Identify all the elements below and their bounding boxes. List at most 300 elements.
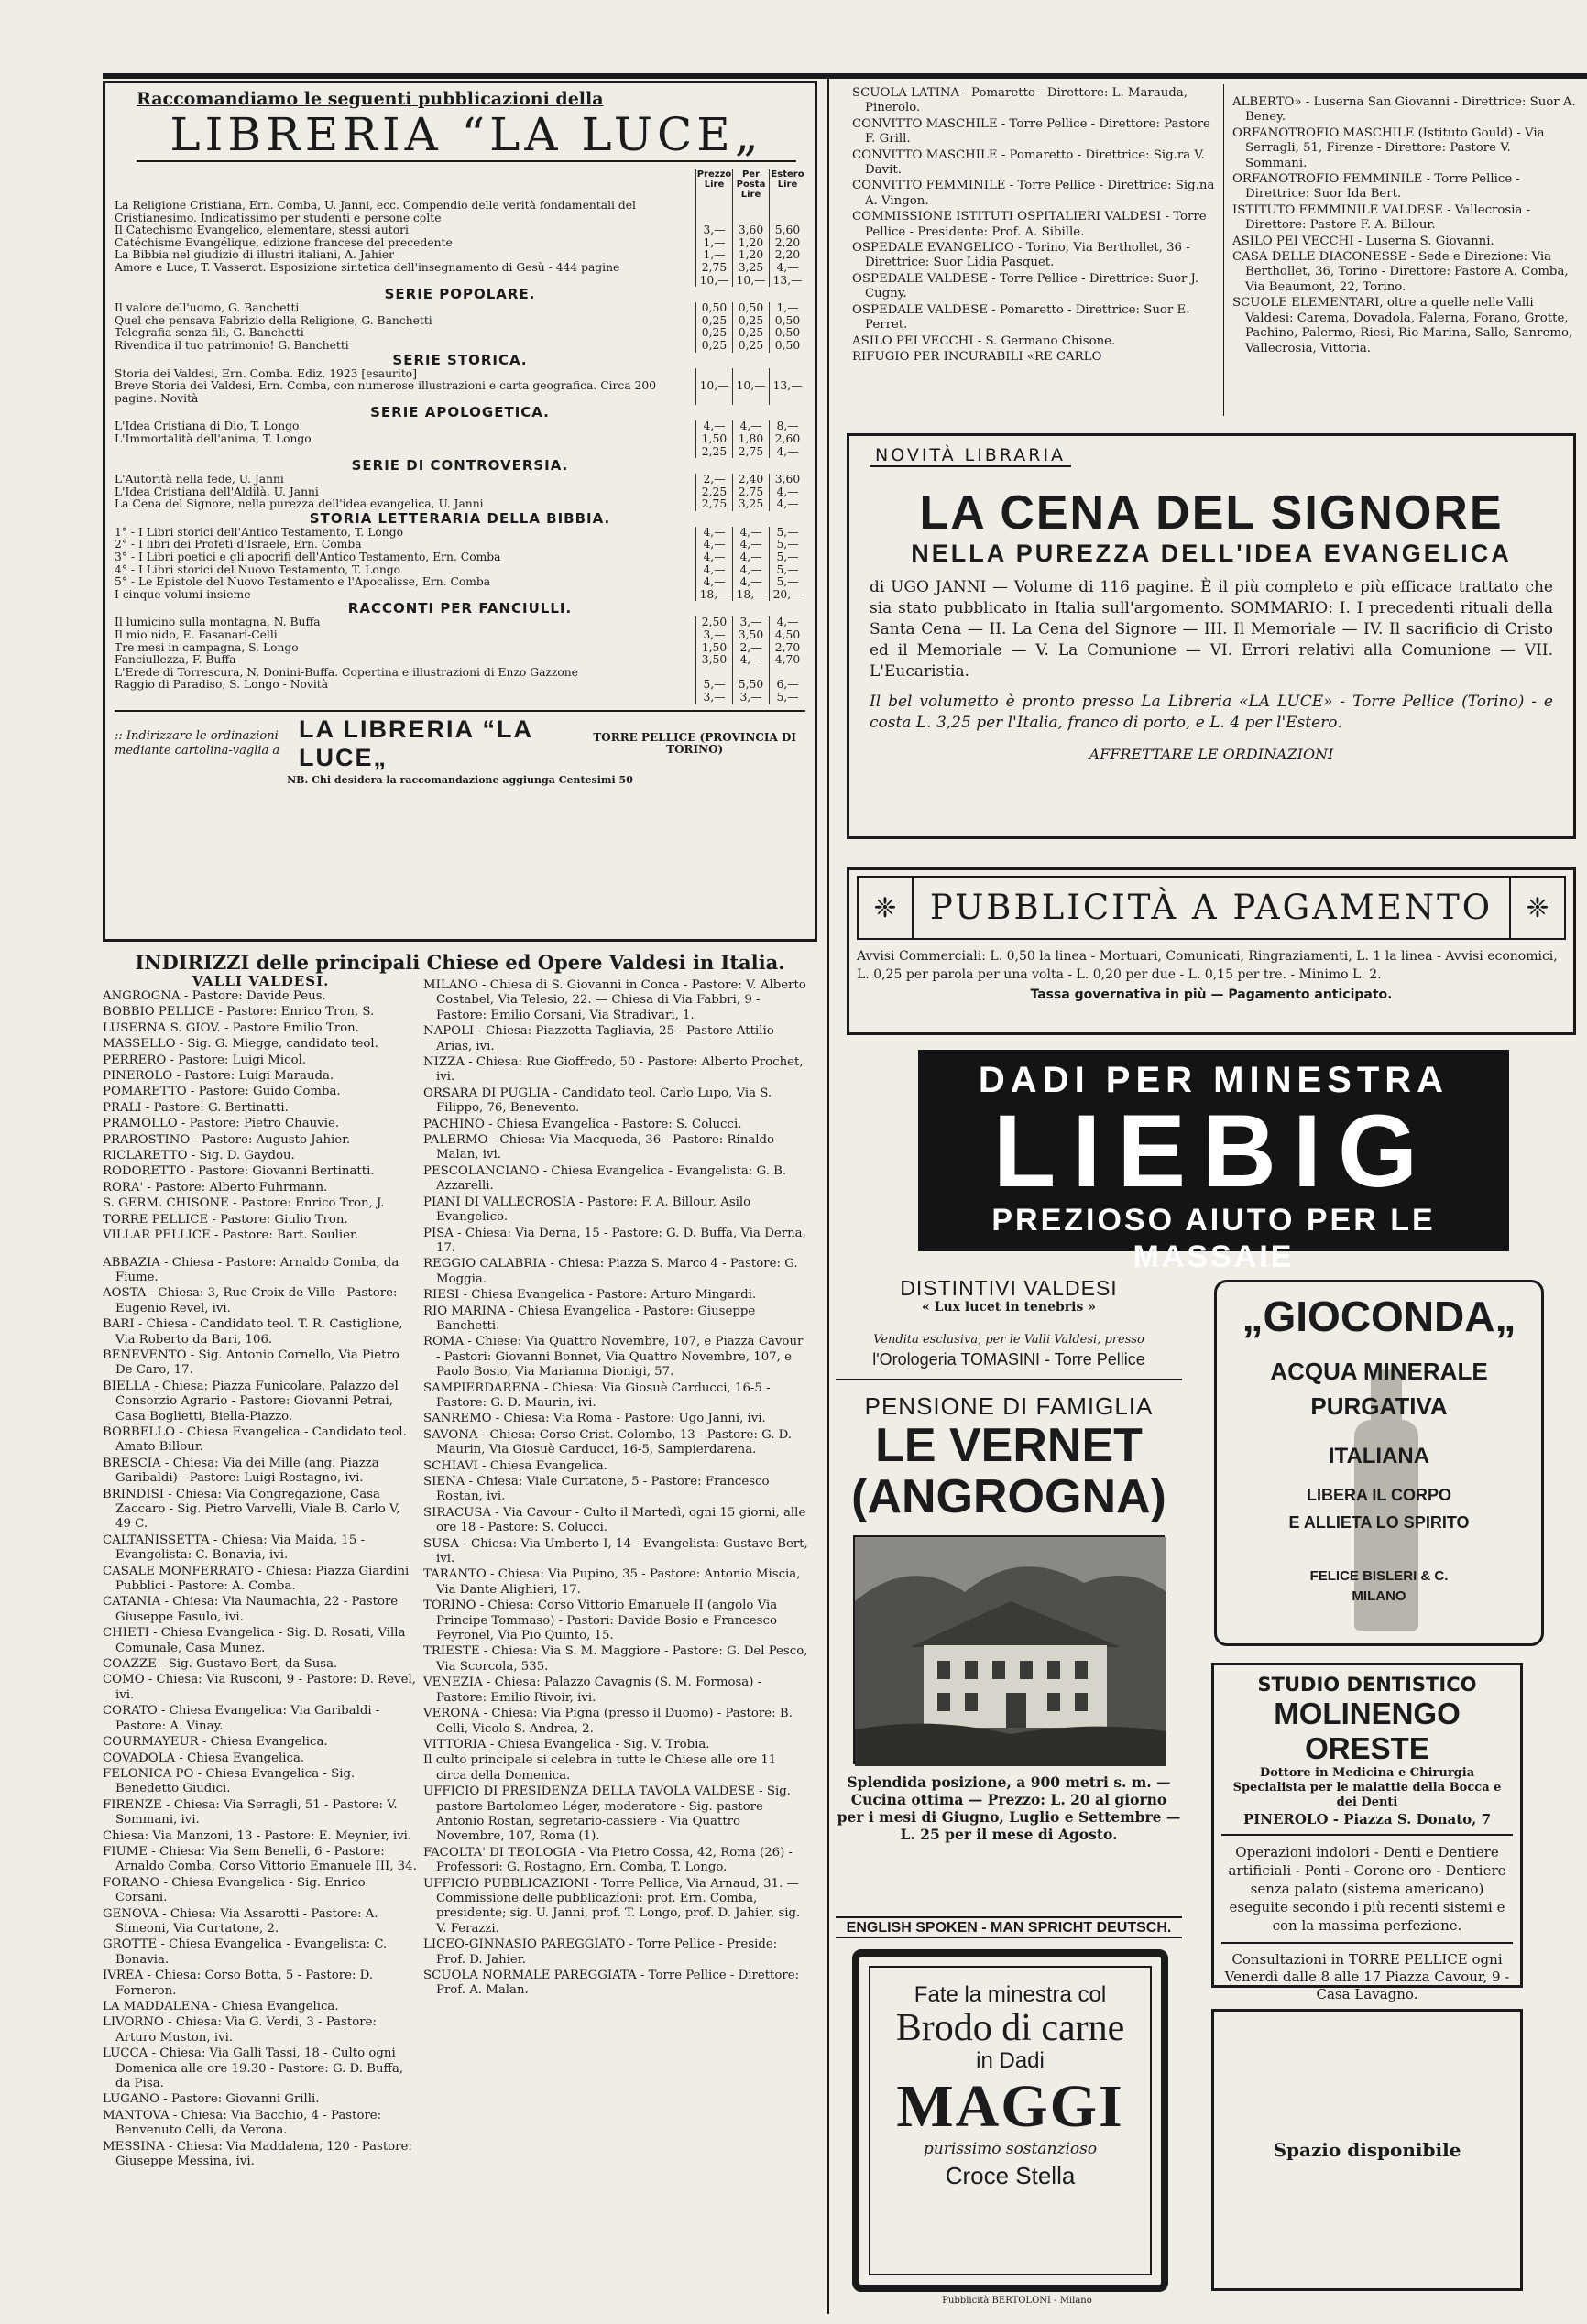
book-row bbox=[115, 539, 805, 551]
price-lire: 0,25 bbox=[695, 340, 732, 353]
book-title: Tre mesi in campagna, S. Longo bbox=[115, 640, 299, 654]
top-rule bbox=[103, 73, 1587, 79]
valli-entry: MASSELLO - Sig. G. Miegge, candidato teol. bbox=[103, 1037, 378, 1052]
opera-entry: ISTITUTO FEMMINILE VALDESE - Vallecrosia - Direttore: Pastore F. A. Billour. bbox=[1232, 202, 1531, 233]
chiesa-entry: Il culto principale si celebra in tutte le Chiese alle ore 11 circa della Domenica. bbox=[423, 1753, 777, 1783]
chiesa-entry: TRIESTE - Chiesa: Via S. M. Maggiore - Pastore: G. Del Pesco, Via Scorcola, 535. bbox=[423, 1644, 808, 1674]
chiesa-entry: VITTORIA - Chiesa Evangelica - Sig. V. Trobia. bbox=[423, 1737, 710, 1751]
pubblicita-tax: Tassa governativa in più — Pagamento anticipato. bbox=[1030, 987, 1393, 1002]
chiesa-entry: REGGIO CALABRIA - Chiesa: Piazza S. Marco 4 - Pastore: G. Moggia. bbox=[423, 1257, 798, 1286]
valli-entry: PRAROSTINO - Pastore: Augusto Jahier. bbox=[103, 1132, 351, 1147]
opera-entry: OSPEDALE VALDESE - Torre Pellice - Direttrice: Suor J. Cugny. bbox=[852, 271, 1199, 301]
price-estero: 1,— bbox=[769, 302, 805, 315]
opera-entry: RIFUGIO PER INCURABILI «RE CARLO bbox=[852, 349, 1102, 364]
pubblicita-title: PUBBLICITÀ A PAGAMENTO bbox=[912, 878, 1511, 938]
price-header bbox=[115, 169, 805, 200]
chiesa-entry: UFFICIO PUBBLICAZIONI - Torre Pellice, Via Arnaud, 31. — Commissione delle pubblicazioni: prof. Ern. Comba, presidente; sig. U. Janni, prof. T. Longo, prof. D. Jahier, sig. V. Ferazzi. bbox=[423, 1876, 801, 1936]
price-estero: 0,50 bbox=[769, 327, 805, 340]
price-posta: 4,— bbox=[732, 576, 769, 589]
chiesa-entry: LICEO-GINNASIO PAREGGIATO - Torre Pellice - Preside: Prof. D. Jahier. bbox=[423, 1937, 778, 1967]
book-title: 2° - I libri dei Profeti d'Israele, Ern. Comba bbox=[115, 538, 362, 551]
book-row bbox=[115, 224, 805, 237]
maggi-line1: Fate la minestra col bbox=[914, 1982, 1107, 2007]
maggi-line3: in Dadi bbox=[976, 2048, 1045, 2073]
gioconda-line5: LIBERA IL CORPO bbox=[1306, 1486, 1451, 1504]
liebig-line3: PREZIOSO AIUTO PER LE MASSAIE bbox=[991, 1203, 1436, 1274]
libreria-title: LIBRERIA “LA LUCE„ bbox=[137, 109, 796, 162]
col-prezzo: Prezzo Lire bbox=[695, 169, 732, 200]
novita-tag: NOVITÀ LIBRARIA bbox=[870, 445, 1071, 467]
pubblicita-box bbox=[847, 867, 1576, 1035]
price-lire: 4,— bbox=[695, 576, 732, 589]
book-row bbox=[115, 446, 805, 459]
gioconda-brand: „GIOCONDA„ bbox=[1242, 1293, 1516, 1340]
price-posta: 1,20 bbox=[732, 249, 769, 262]
chiesa-entry: CATANIA - Chiesa: Via Naumachia, 22 - Pastore Giuseppe Fasulo, ivi. bbox=[103, 1595, 399, 1624]
chiesa-entry: CALTANISSETTA - Chiesa: Via Maida, 15 - Evangelista: C. Bonavia, ivi. bbox=[103, 1533, 366, 1563]
spazio-label: Spazio disponibile bbox=[1273, 2139, 1461, 2161]
chiesa-entry: COAZZE - Sig. Gustavo Bert, da Susa. bbox=[103, 1657, 338, 1672]
chiesa-entry: CORATO - Chiesa Evangelica: Via Garibaldi - Pastore: A. Vinay. bbox=[103, 1704, 380, 1733]
gioconda-city: MILANO bbox=[1352, 1588, 1406, 1604]
chiesa-entry: VENEZIA - Chiesa: Palazzo Cavagnis (S. M. Formosa) - Pastore: Emilio Rivoir, ivi. bbox=[423, 1675, 762, 1705]
price-estero: 6,— bbox=[769, 679, 805, 692]
book-section-heading: SERIE DI CONTROVERSIA. bbox=[351, 457, 569, 475]
price-lire: 4,— bbox=[695, 527, 732, 540]
novita-cta: AFFRETTARE LE ORDINAZIONI bbox=[1089, 746, 1334, 763]
opera-entry: ALBERTO» - Luserna San Giovanni - Direttrice: Suor A. Beney. bbox=[1232, 95, 1576, 125]
price-posta: 3,25 bbox=[732, 498, 769, 511]
price-posta: 4,— bbox=[732, 564, 769, 577]
opera-entry: OSPEDALE VALDESE - Pomaretto - Direttrice: Suor E. Perret. bbox=[852, 302, 1190, 333]
liebig-brand: LIEBIG bbox=[992, 1094, 1435, 1208]
book-title: 1° - I Libri storici dell'Antico Testamento, T. Longo bbox=[115, 525, 403, 539]
gioconda-line4: ITALIANA bbox=[1328, 1444, 1430, 1468]
ornament-icon: ❈ bbox=[873, 891, 897, 924]
book-section-heading: RACCONTI PER FANCIULLI. bbox=[347, 600, 573, 617]
chiesa-entry: BENEVENTO - Sig. Antonio Cornello, Via Pietro De Caro, 17. bbox=[103, 1347, 399, 1378]
price-lire: 3,— bbox=[695, 629, 732, 642]
book-title: L'Erede di Torrescura, N. Donini-Buffa. Copertina e illustrazioni di Enzo Gazzone bbox=[115, 665, 578, 679]
col-posta: Per Posta Lire bbox=[732, 169, 769, 200]
price-lire: 10,— bbox=[695, 275, 732, 288]
price-lire: 5,— bbox=[695, 679, 732, 692]
book-list bbox=[115, 200, 805, 704]
book-title bbox=[115, 692, 695, 704]
book-row bbox=[115, 275, 805, 288]
chiesa-entry: CASALE MONFERRATO - Chiesa: Piazza Giardini Pubblici - Pastore: A. Comba. bbox=[103, 1564, 410, 1594]
studio-address: PINEROLO - Piazza S. Donato, 7 bbox=[1242, 1811, 1492, 1828]
novita-text: di UGO JANNI — Volume di 116 pagine. È il più completo e più efficace trattato che sia stato pubblicato in Italia sull'argomento. SOMMARIO: I. I precedenti rituali della Santa Cena — II. La Cena del Signore — III. Il Memoriale — IV. Il sacrificio di Cristo ed il Memoriale — V. La Comunione — VI. Errori relativi alla Comunione — VII. L'Eucaristia. bbox=[870, 578, 1553, 681]
book-section-heading: SERIE POPOLARE. bbox=[384, 286, 536, 303]
chiesa-entry: SUSA - Chiesa: Via Umberto I, 14 - Evangelista: Gustavo Bert, ivi. bbox=[423, 1536, 808, 1566]
book-title: L'Immortalità dell'anima, T. Longo bbox=[115, 431, 312, 445]
opere-list-left bbox=[852, 86, 1219, 416]
price-posta: 2,75 bbox=[732, 446, 769, 459]
valli-entry: POMARETTO - Pastore: Guido Comba. bbox=[103, 1085, 341, 1099]
price-estero: 5,— bbox=[769, 539, 805, 551]
book-title: Breve Storia dei Valdesi, Ern. Comba, con numerose illustrazioni e carta geografica. Circa 200 pagine. Novità bbox=[115, 379, 657, 405]
price-estero: 4,— bbox=[769, 446, 805, 459]
opera-entry: ORFANOTROFIO MASCHILE (Istituto Gould) - Via Serragli, 51, Firenze - Direttore: Pastore V. Sommani. bbox=[1232, 125, 1545, 170]
price-lire: 2,75 bbox=[695, 498, 732, 511]
chiesa-entry: MILANO - Chiesa di S. Giovanni in Conca - Pastore: V. Alberto Costabel, Via Telesio, 22. — Chiesa di Via Fabbri, 9 - Pastore: Emilio Corsani, Via Stradivari, 1. bbox=[423, 978, 806, 1022]
book-title: L'Autorità nella fede, U. Janni bbox=[115, 473, 284, 486]
chiesa-entry: LA MADDALENA - Chiesa Evangelica. bbox=[103, 2000, 339, 2013]
chiesa-entry: SCHIAVI - Chiesa Evangelica. bbox=[423, 1458, 607, 1473]
price-posta: 3,50 bbox=[732, 629, 769, 642]
price-estero: 5,— bbox=[769, 527, 805, 540]
book-title: Raggio di Paradiso, S. Longo - Novità bbox=[115, 678, 329, 692]
valli-entry: VILLAR PELLICE - Pastore: Bart. Soulier. bbox=[103, 1228, 359, 1243]
valli-entry: RICLARETTO - Sig. D. Gaydou. bbox=[103, 1149, 295, 1163]
valli-entry: S. GERM. CHISONE - Pastore: Enrico Tron, J. bbox=[103, 1196, 385, 1211]
book-row bbox=[115, 315, 805, 328]
price-posta bbox=[732, 368, 769, 381]
book-title: Storia dei Valdesi, Ern. Comba. Ediz. 1923 [esaurito] bbox=[115, 366, 417, 380]
distintivi-ad bbox=[836, 1276, 1182, 1331]
ornament-icon: ❈ bbox=[1526, 891, 1549, 924]
price-posta: 4,— bbox=[732, 420, 769, 433]
chiesa-entry: SCUOLA NORMALE PAREGGIATA - Torre Pellice - Direttore: Prof. A. Malan. bbox=[423, 1969, 800, 1998]
price-estero bbox=[769, 667, 805, 680]
libreria-ad bbox=[103, 81, 817, 942]
price-lire: 2,50 bbox=[695, 616, 732, 629]
book-title: Catéchisme Evangélique, edizione francese del precedente bbox=[115, 235, 453, 249]
book-row bbox=[115, 642, 805, 655]
book-row bbox=[115, 420, 805, 433]
book-row bbox=[115, 327, 805, 340]
book-title: I cinque volumi insieme bbox=[115, 587, 251, 601]
valli-entry: ANGROGNA - Pastore: Davide Peus. bbox=[103, 989, 326, 1003]
chiesa-entry: PALERMO - Chiesa: Via Macqueda, 36 - Pastore: Rinaldo Malan, ivi. bbox=[423, 1133, 775, 1162]
distintivi-orologeria: l'Orologeria TOMASINI - Torre Pellice bbox=[872, 1350, 1145, 1369]
price-lire: 0,25 bbox=[695, 315, 732, 328]
valli-entry: LUSERNA S. GIOV. - Pastore Emilio Tron. bbox=[103, 1020, 359, 1035]
chiese-list-right bbox=[423, 978, 808, 1999]
book-row bbox=[115, 589, 805, 602]
villa-illustration bbox=[855, 1537, 1166, 1766]
valli-entry: RODORETTO - Pastore: Giovanni Bertinatti. bbox=[103, 1164, 375, 1179]
spazio-disponibile bbox=[1211, 2009, 1523, 2291]
chiesa-entry: SAMPIERDARENA - Chiesa: Via Giosuè Carducci, 16-5 - Pastore: G. D. Maurin, ivi. bbox=[423, 1380, 771, 1410]
chiesa-entry: COVADOLA - Chiesa Evangelica. bbox=[103, 1751, 305, 1765]
valli-entry: PRALI - Pastore: G. Bertinatti. bbox=[103, 1100, 289, 1115]
chiesa-entry: CHIETI - Chiesa Evangelica - Sig. D. Rosati, Villa Comunale, Casa Munez. bbox=[103, 1626, 406, 1655]
book-row bbox=[115, 486, 805, 499]
price-estero bbox=[769, 368, 805, 381]
chiesa-entry: LUGANO - Pastore: Giovanni Grilli. bbox=[103, 2092, 320, 2107]
chiesa-entry: BIELLA - Chiesa: Piazza Funicolare, Palazzo del Consorzio Agrario - Pastore: Giovanni Petrai, Casa Boglietti, Biella-Piazzo. bbox=[103, 1379, 399, 1424]
libreria-footer bbox=[115, 710, 805, 772]
price-estero: 3,60 bbox=[769, 474, 805, 486]
chiesa-entry: FIUME - Chiesa: Via Sem Benelli, 6 - Pastore: Arnaldo Comba, Corso Vittorio Emanuele III, 34. bbox=[103, 1844, 417, 1874]
chiesa-entry: VERONA - Chiesa: Via Pigna (presso il Duomo) - Pastore: B. Celli, Vicolo S. Andrea, 2. bbox=[423, 1707, 793, 1736]
chiesa-entry: LUCCA - Chiesa: Via Galli Tassi, 18 - Culto ogni Domenica alle ore 19.30 - Pastore: G. D. Buffa, da Pisa. bbox=[103, 2046, 404, 2091]
studio-qualification: Dottore in Medicina e Chirurgia bbox=[1259, 1766, 1475, 1780]
book-row bbox=[115, 564, 805, 577]
price-estero: 4,70 bbox=[769, 654, 805, 667]
chiesa-entry: COURMAYEUR - Chiesa Evangelica. bbox=[103, 1735, 328, 1750]
order-instruction: :: Indirizzare le ordinazioni mediante cartolina-vaglia a bbox=[115, 728, 280, 758]
opera-entry: ASILO PEI VECCHI - S. Germano Chisone. bbox=[852, 333, 1116, 348]
price-estero: 2,70 bbox=[769, 642, 805, 655]
chiese-list-left bbox=[103, 1256, 419, 2170]
liebig-ad bbox=[918, 1050, 1509, 1274]
book-title: Il valore dell'uomo, G. Banchetti bbox=[115, 301, 300, 315]
gioconda-line3: PURGATIVA bbox=[1310, 1392, 1448, 1420]
price-estero: 5,— bbox=[769, 551, 805, 564]
price-lire: 1,— bbox=[695, 249, 732, 262]
book-title: 4° - I Libri storici del Nuovo Testamento, T. Longo bbox=[115, 562, 401, 576]
distintivi-motto: « Lux lucet in tenebris » bbox=[922, 1300, 1096, 1315]
chiesa-entry: PACHINO - Chiesa Evangelica - Pastore: S. Colucci. bbox=[423, 1117, 742, 1131]
book-title: Quel che pensava Fabrizio della Religione, G. Banchetti bbox=[115, 313, 432, 327]
opera-entry: ORFANOTROFIO FEMMINILE - Torre Pellice - Direttrice: Suor Ida Bert. bbox=[1232, 172, 1520, 202]
price-posta: 3,25 bbox=[732, 262, 769, 275]
chiesa-entry: SIENA - Chiesa: Viale Curtatone, 5 - Pastore: Francesco Rostan, ivi. bbox=[423, 1475, 770, 1504]
price-estero: 5,60 bbox=[769, 224, 805, 237]
book-row bbox=[115, 654, 805, 667]
chiesa-entry: TORINO - Chiesa: Corso Vittorio Emanuele II (angolo Via Principe Tommaso) - Pastori: Davide Bosio e Francesco Peyronel, Via Pio Quinto, 15. bbox=[423, 1598, 778, 1643]
chiesa-entry: GENOVA - Chiesa: Via Assarotti - Pastore: A. Simeoni, Via Curtatone, 2. bbox=[103, 1906, 378, 1936]
book-title: Il Catechismo Evangelico, elementare, stessi autori bbox=[115, 224, 409, 237]
price-lire: 1,50 bbox=[695, 433, 732, 446]
price-posta: 4,— bbox=[732, 527, 769, 540]
price-lire: 1,50 bbox=[695, 642, 732, 655]
studio-title: STUDIO DENTISTICO bbox=[1257, 1674, 1477, 1696]
gioconda-line6: E ALLIETA LO SPIRITO bbox=[1288, 1513, 1470, 1532]
price-posta: 10,— bbox=[732, 380, 769, 405]
price-estero: 2,20 bbox=[769, 249, 805, 262]
book-title: 5° - Le Epistole del Nuovo Testamento e l'Apocalisse, Ern. Comba bbox=[115, 575, 491, 589]
price-estero: 13,— bbox=[769, 380, 805, 405]
book-row bbox=[115, 551, 805, 564]
price-lire: 2,25 bbox=[695, 486, 732, 499]
book-title: L'Idea Cristiana di Dio, T. Longo bbox=[115, 420, 300, 433]
gioconda-ad bbox=[1214, 1280, 1544, 1646]
price-estero: 5,— bbox=[769, 576, 805, 589]
chiesa-entry: FELONICA PO - Chiesa Evangelica - Sig. Benedetto Giudici. bbox=[103, 1766, 356, 1796]
chiesa-entry: ABBAZIA - Chiesa - Pastore: Arnaldo Comba, da Fiume. bbox=[103, 1255, 399, 1284]
divider bbox=[836, 1379, 1182, 1380]
chiesa-entry: RIO MARINA - Chiesa Evangelica - Pastore: Giuseppe Banchetti. bbox=[423, 1304, 756, 1333]
price-estero: 13,— bbox=[769, 275, 805, 288]
book-row bbox=[115, 616, 805, 629]
pensione-text: Splendida posizione, a 900 metri s. m. — Cucina ottima — Prezzo: L. 20 al giorno per i mesi di Giugno, Luglio e Settembre — L. 25 per il mese di Agosto. bbox=[837, 1773, 1181, 1843]
price-posta: 4,— bbox=[732, 654, 769, 667]
chiesa-entry: LIVORNO - Chiesa: Via G. Verdi, 3 - Pastore: Arturo Muston, ivi. bbox=[103, 2015, 377, 2045]
price-lire: 18,— bbox=[695, 589, 732, 602]
maggi-line6: Croce Stella bbox=[945, 2162, 1076, 2189]
distintivi-title: DISTINTIVI VALDESI bbox=[900, 1276, 1118, 1300]
book-row bbox=[115, 368, 805, 381]
price-estero: 4,— bbox=[769, 486, 805, 499]
price-posta: 0,25 bbox=[732, 327, 769, 340]
opera-entry: ASILO PEI VECCHI - Luserna S. Giovanni. bbox=[1232, 234, 1494, 248]
chiesa-entry: PISA - Chiesa: Via Derna, 15 - Pastore: G. D. Buffa, Via Derna, 17. bbox=[423, 1226, 806, 1255]
pubblicita-rates: Avvisi Commerciali: L. 0,50 la linea - Mortuari, Comunicati, Ringraziamenti, L. 1 la linea - Avvisi economici, L. 0,25 per parola per una volta - L. 0,20 per due - L. 0,15 per tre. - Minimo L. 2. bbox=[857, 949, 1558, 982]
price-lire: 2,25 bbox=[695, 446, 732, 459]
pensione-photo bbox=[853, 1535, 1165, 1764]
book-row bbox=[115, 667, 805, 680]
price-lire: 2,75 bbox=[695, 262, 732, 275]
maggi-line2: Brodo di carne bbox=[895, 2007, 1125, 2049]
opera-entry: OSPEDALE EVANGELICO - Torino, Via Berthollet, 36 - Direttrice: Suor Lidia Pasquet. bbox=[852, 241, 1190, 270]
price-posta: 3,— bbox=[732, 692, 769, 704]
price-posta: 1,80 bbox=[732, 433, 769, 446]
opera-entry: CONVITTO MASCHILE - Torre Pellice - Direttore: Pastore F. Grill. bbox=[852, 116, 1210, 147]
novita-title: LA CENA DEL SIGNORE bbox=[919, 486, 1504, 540]
price-estero: 0,50 bbox=[769, 315, 805, 328]
pensione-title1: PENSIONE DI FAMIGLIA bbox=[864, 1392, 1154, 1420]
chiesa-entry: BRESCIA - Chiesa: Via dei Mille (ang. Piazza Garibaldi) - Pastore: Luigi Rostagno, ivi. bbox=[103, 1456, 379, 1486]
book-row bbox=[115, 692, 805, 704]
studio-consultations: Consultazioni in TORRE PELLICE ogni Venerdì dalle 8 alle 17 Piazza Cavour, 9 - Casa Lavagno. bbox=[1221, 1942, 1513, 2003]
english-spoken-line: ENGLISH SPOKEN - MAN SPRICHT DEUTSCH. bbox=[836, 1916, 1182, 1938]
chiesa-entry: FIRENZE - Chiesa: Via Serragli, 51 - Pastore: V. Sommani, ivi. bbox=[103, 1797, 398, 1828]
column-divider bbox=[827, 79, 829, 2314]
book-title: Rivendica il tuo patrimonio! G. Banchetti bbox=[115, 338, 349, 352]
price-posta bbox=[732, 200, 769, 224]
pubblicita-header bbox=[857, 876, 1566, 940]
price-lire: 3,— bbox=[695, 692, 732, 704]
price-posta: 3,60 bbox=[732, 224, 769, 237]
chiesa-entry: PESCOLANCIANO - Chiesa Evangelica - Evangelista: G. B. Azzarelli. bbox=[423, 1163, 787, 1194]
valli-entry: PRAMOLLO - Pastore: Pietro Chauvie. bbox=[103, 1117, 340, 1131]
book-row bbox=[115, 302, 805, 315]
col-estero: Estero Lire bbox=[769, 169, 805, 200]
novita-subtitle: NELLA PUREZZA DELL'IDEA EVANGELICA bbox=[911, 540, 1512, 567]
book-row bbox=[115, 474, 805, 486]
price-estero: 2,60 bbox=[769, 433, 805, 446]
book-section-heading: SERIE APOLOGETICA. bbox=[370, 404, 550, 421]
book-title: 3° - I Libri poetici e gli apocrifi dell'Antico Testamento, Ern. Comba bbox=[115, 551, 501, 564]
chiesa-entry: PIANI DI VALLECROSIA - Pastore: F. A. Billour, Asilo Evangelico. bbox=[423, 1195, 751, 1225]
price-estero: 2,20 bbox=[769, 237, 805, 250]
liebig-line1: DADI PER MINESTRA bbox=[978, 1060, 1450, 1100]
book-row bbox=[115, 629, 805, 642]
maggi-brand: MAGGI bbox=[896, 2073, 1124, 2140]
book-title: L'Idea Cristiana dell'Aldilà, U. Janni bbox=[115, 485, 319, 498]
chiesa-entry: SAVONA - Chiesa: Corso Crist. Colombo, 13 - Pastore: G. D. Maurin, Via Giosuè Carducci, 16-5, Sampierdarena. bbox=[423, 1427, 793, 1457]
price-estero: 0,50 bbox=[769, 340, 805, 353]
book-title: Telegrafia senza fili, G. Banchetti bbox=[115, 326, 304, 340]
price-lire: 0,50 bbox=[695, 302, 732, 315]
indirizzi-left-column bbox=[103, 973, 419, 2310]
book-row bbox=[115, 498, 805, 511]
book-title: La Cena del Signore, nella purezza dell'idea evangelica, U. Janni bbox=[115, 497, 484, 511]
pensione-title2: LE VERNET (ANGROGNA) bbox=[851, 1419, 1166, 1523]
chiesa-entry: ORSARA DI PUGLIA - Candidato teol. Carlo Lupo, Via S. Filippo, 76, Benevento. bbox=[423, 1086, 772, 1116]
book-title: Amore e Luce, T. Vasserot. Esposizione sintetica dell'insegnamento di Gesù - 444 pagine bbox=[115, 260, 620, 274]
price-estero bbox=[769, 200, 805, 224]
chiesa-entry: GROTTE - Chiesa Evangelica - Evangelista: C. Bonavia. bbox=[103, 1937, 388, 1967]
book-row bbox=[115, 262, 805, 275]
valli-heading: VALLI VALDESI. bbox=[192, 973, 330, 989]
book-row bbox=[115, 340, 805, 353]
column-divider bbox=[1223, 84, 1224, 416]
chiesa-entry: AOSTA - Chiesa: 3, Rue Croix de Ville - Pastore: Eugenio Revel, ivi. bbox=[103, 1286, 398, 1315]
price-estero: 5,— bbox=[769, 692, 805, 704]
price-lire: 2,— bbox=[695, 474, 732, 486]
book-title: La Religione Cristiana, Ern. Comba, U. Janni, ecc. Compendio delle verità fondamentali del Cristianesimo. Indicatissimo per studenti e persone colte bbox=[115, 199, 636, 224]
studio-doctor: MOLINENGO ORESTE bbox=[1274, 1697, 1461, 1765]
price-posta: 3,— bbox=[732, 616, 769, 629]
valli-list bbox=[103, 989, 419, 1244]
chiesa-entry: NIZZA - Chiesa: Rue Gioffredo, 50 - Pastore: Alberto Prochet, ivi. bbox=[423, 1055, 804, 1085]
chiesa-entry: BORBELLO - Chiesa Evangelica - Candidato teol. Amato Billour. bbox=[103, 1424, 407, 1455]
valli-entry: PINEROLO - Pastore: Luigi Marauda. bbox=[103, 1069, 334, 1084]
price-posta: 1,20 bbox=[732, 237, 769, 250]
price-posta: 2,75 bbox=[732, 486, 769, 499]
book-title: La Bibbia nel giudizio di illustri italiani, A. Jahier bbox=[115, 248, 395, 262]
price-lire: 4,— bbox=[695, 420, 732, 433]
indirizzi-title: INDIRIZZI delle principali Chiese ed Opere Valdesi in Italia. bbox=[135, 951, 785, 974]
book-row bbox=[115, 200, 805, 224]
opera-entry: SCUOLE ELEMENTARI, oltre a quelle nelle Valli Valdesi: Carema, Dovadola, Falerna, Forano, Grotte, Pachino, Palermo, Riesi, Rio Marina, Salle, Sanremo, Vallecrosia, Vittoria. bbox=[1232, 296, 1573, 355]
distintivi-vendita: Vendita esclusiva, per le Valli Valdesi, presso bbox=[873, 1333, 1144, 1347]
pensione-ad bbox=[836, 1392, 1182, 1905]
price-posta: 0,25 bbox=[732, 340, 769, 353]
valli-entry: PERRERO - Pastore: Luigi Micol. bbox=[103, 1053, 307, 1067]
novita-libraria-ad bbox=[847, 433, 1576, 839]
price-lire: 1,— bbox=[695, 237, 732, 250]
chiesa-entry: UFFICIO DI PRESIDENZA DELLA TAVOLA VALDESE - Sig. pastore Bartolomeo Léger, moderatore - Sig. pastore Antonio Rostan, segretario-cassiere - Via Quattro Novembre, 107, Roma (1). bbox=[423, 1784, 791, 1844]
chiesa-entry: TARANTO - Chiesa: Via Pupino, 35 - Pastore: Antonio Miscia, Via Dante Alighieri, 17. bbox=[423, 1567, 801, 1597]
gioconda-line2: ACQUA MINERALE bbox=[1270, 1358, 1488, 1385]
price-lire: 4,— bbox=[695, 539, 732, 551]
price-posta: 4,— bbox=[732, 551, 769, 564]
libreria-nb: NB. Chi desidera la raccomandazione aggiunga Centesimi 50 bbox=[287, 773, 633, 786]
price-estero: 4,50 bbox=[769, 629, 805, 642]
book-row bbox=[115, 679, 805, 692]
price-lire: 3,50 bbox=[695, 654, 732, 667]
book-title: Fanciullezza, F. Buffa bbox=[115, 653, 236, 667]
chiesa-entry: IVREA - Chiesa: Corso Botta, 5 - Pastore: D. Forneron. bbox=[103, 1969, 374, 1998]
price-lire: 4,— bbox=[695, 564, 732, 577]
chiesa-entry: SIRACUSA - Via Cavour - Culto il Martedì, ogni 15 giorni, alle ore 18 - Pastore: S. Colucci. bbox=[423, 1505, 806, 1535]
novita-availability: Il bel volumetto è pronto presso La Libreria «LA LUCE» - Torre Pellice (Torino) - e costa L. 3,25 per l'Italia, franco di porto, e L. 4 per l'Estero. bbox=[870, 693, 1553, 732]
chiesa-entry: ROMA - Chiese: Via Quattro Novembre, 107, e Piazza Cavour - Pastori: Giovanni Bonnet, Via Quattro Novembre, 107, e Paolo Bosio, Via Marianna Dionigi, 57. bbox=[423, 1335, 804, 1380]
price-posta: 10,— bbox=[732, 275, 769, 288]
price-lire: 10,— bbox=[695, 380, 732, 405]
chiesa-entry: BARI - Chiesa - Candidato teol. T. R. Castiglione, Via Roberto da Bari, 106. bbox=[103, 1317, 403, 1347]
chiesa-entry: COMO - Chiesa: Via Rusconi, 9 - Pastore: D. Revel, ivi. bbox=[103, 1673, 416, 1702]
book-row bbox=[115, 249, 805, 262]
price-lire: 0,25 bbox=[695, 327, 732, 340]
libreria-name: LA LIBRERIA “LA LUCE„ bbox=[299, 715, 532, 771]
price-estero: 4,— bbox=[769, 262, 805, 275]
price-posta: 2,— bbox=[732, 642, 769, 655]
price-estero: 5,— bbox=[769, 564, 805, 577]
studio-services: Operazioni indolori - Denti e Dentiere artificiali - Ponti - Corone oro - Dentiere senza palato (sistema americano) eseguite secondo i più recenti sistemi e con la massima perfezione. bbox=[1221, 1834, 1513, 1935]
opera-entry: CASA DELLE DIACONESSE - Sede e Direzione: Via Berthollet, 36, Torino - Direttore: Pastore A. Comba, Via Beaumont, 22, Torino. bbox=[1232, 250, 1569, 294]
price-posta: 18,— bbox=[732, 589, 769, 602]
opera-entry: SCUOLA LATINA - Pomaretto - Direttore: L. Marauda, Pinerolo. bbox=[852, 86, 1188, 115]
book-title: Il mio nido, E. Fasanari-Celli bbox=[115, 628, 278, 642]
maggi-credit: Pubblicità BERTOLONI - Milano bbox=[942, 2296, 1092, 2306]
price-lire bbox=[695, 368, 732, 381]
price-posta bbox=[732, 667, 769, 680]
chiesa-entry: RIESI - Chiesa Evangelica - Pastore: Arturo Mingardi. bbox=[423, 1288, 757, 1303]
opera-entry: CONVITTO MASCHILE - Pomaretto - Direttrice: Sig.ra V. Davit. bbox=[852, 147, 1205, 178]
indirizzi-right-column bbox=[423, 978, 808, 2316]
price-lire bbox=[695, 200, 732, 224]
chiesa-entry: BRINDISI - Chiesa: Via Congregazione, Casa Zaccaro - Sig. Pietro Varvelli, Viale B. Carlo V, 49 C. bbox=[103, 1487, 400, 1532]
price-lire: 4,— bbox=[695, 551, 732, 564]
chiesa-entry: Chiesa: Via Manzoni, 13 - Pastore: E. Meynier, ivi. bbox=[103, 1828, 412, 1843]
